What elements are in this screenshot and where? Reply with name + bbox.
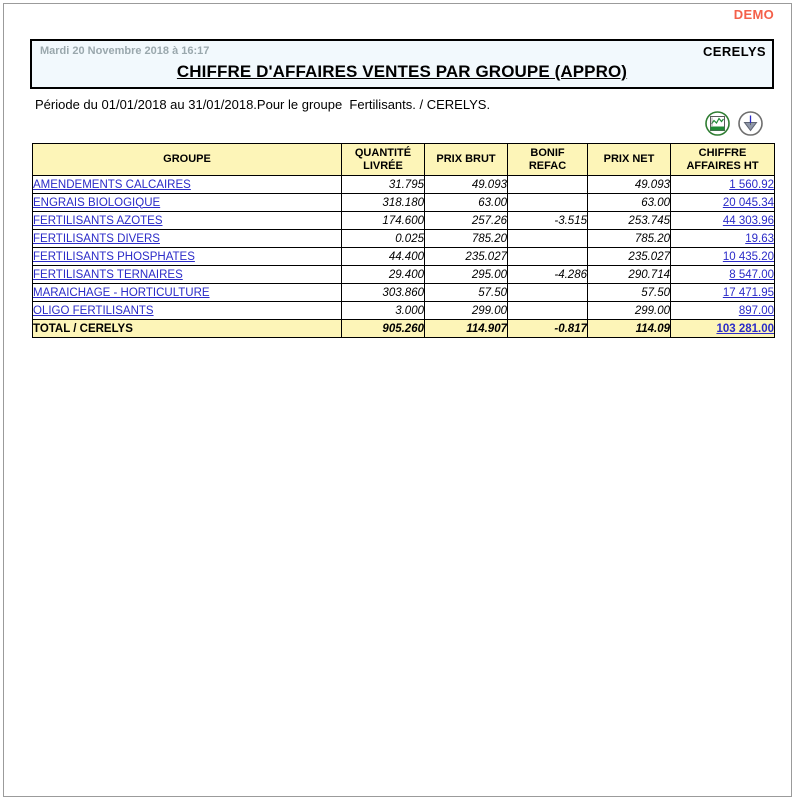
cell-prix-net: 290.714 <box>588 266 671 284</box>
cell-prix-brut: 785.20 <box>425 230 508 248</box>
cell-quantite-livree: 44.400 <box>342 248 425 266</box>
table-body <box>33 176 775 338</box>
download-icon[interactable] <box>738 111 763 136</box>
cell-chiffre-affaires-ht-link[interactable]: 897.00 <box>738 304 774 317</box>
column-header-quantite-livree: QUANTITÉ LIVRÉE <box>342 144 425 176</box>
cell-quantite-livree: 0.025 <box>342 230 425 248</box>
cell-total-bonif-refac: -0.817 <box>508 320 588 338</box>
cell-chiffre-affaires-ht[interactable] <box>671 284 775 302</box>
table-header-row <box>33 144 775 176</box>
cell-groupe[interactable] <box>33 194 342 212</box>
cell-quantite-livree: 318.180 <box>342 194 425 212</box>
cell-total-prix-net: 114.09 <box>588 320 671 338</box>
cell-chiffre-affaires-ht-link[interactable]: 10 435.20 <box>722 250 774 263</box>
cell-prix-brut: 299.00 <box>425 302 508 320</box>
table-row <box>33 194 775 212</box>
table-row <box>33 212 775 230</box>
cell-chiffre-affaires-ht[interactable] <box>671 212 775 230</box>
column-header-bonif-refac: BONIF REFAC <box>508 144 588 176</box>
cell-quantite-livree: 3.000 <box>342 302 425 320</box>
cell-chiffre-affaires-ht-link[interactable]: 20 045.34 <box>722 196 774 209</box>
cell-chiffre-affaires-ht[interactable] <box>671 230 775 248</box>
table-row <box>33 176 775 194</box>
page-title: CHIFFRE D'AFFAIRES VENTES PAR GROUPE (APPRO) <box>176 62 628 81</box>
cell-prix-brut: 63.00 <box>425 194 508 212</box>
period-filter-text: Période du 01/01/2018 au 31/01/2018.Pour le groupe Fertilisants. / CERELYS. <box>35 97 491 112</box>
table-header <box>33 144 775 176</box>
column-header-chiffre-affaires-ht: CHIFFRE AFFAIRES HT <box>671 144 775 176</box>
cell-prix-net: 49.093 <box>588 176 671 194</box>
column-header-groupe: GROUPE <box>33 144 342 176</box>
cell-prix-brut: 295.00 <box>425 266 508 284</box>
report-page <box>3 3 792 797</box>
cell-chiffre-affaires-ht-link[interactable]: 19.63 <box>745 232 774 245</box>
cell-chiffre-affaires-ht-link[interactable]: 17 471.95 <box>722 286 774 299</box>
cell-bonif-refac <box>508 176 588 194</box>
table-total-row <box>33 320 775 338</box>
cell-prix-net: 253.745 <box>588 212 671 230</box>
report-toolbar <box>705 111 763 136</box>
cell-chiffre-affaires-ht[interactable] <box>671 266 775 284</box>
cell-groupe[interactable] <box>33 248 342 266</box>
cell-groupe-link[interactable]: FERTILISANTS PHOSPHATES <box>33 250 195 263</box>
cell-prix-net: 785.20 <box>588 230 671 248</box>
cell-quantite-livree: 174.600 <box>342 212 425 230</box>
cell-chiffre-affaires-ht[interactable] <box>671 248 775 266</box>
cell-groupe[interactable] <box>33 284 342 302</box>
cell-prix-brut: 235.027 <box>425 248 508 266</box>
cell-prix-brut: 257.26 <box>425 212 508 230</box>
cell-groupe[interactable] <box>33 212 342 230</box>
cell-groupe[interactable] <box>33 176 342 194</box>
report-header-box <box>30 39 774 89</box>
cell-prix-net: 299.00 <box>588 302 671 320</box>
cell-bonif-refac: -3.515 <box>508 212 588 230</box>
cell-bonif-refac <box>508 302 588 320</box>
cell-chiffre-affaires-ht-link[interactable]: 44 303.96 <box>722 214 774 227</box>
cell-groupe-link[interactable]: OLIGO FERTILISANTS <box>33 304 154 317</box>
cell-chiffre-affaires-ht-link[interactable]: 1 560.92 <box>729 178 774 191</box>
cell-prix-net: 63.00 <box>588 194 671 212</box>
column-header-prix-net: PRIX NET <box>588 144 671 176</box>
cell-groupe[interactable] <box>33 266 342 284</box>
table-row <box>33 284 775 302</box>
cell-chiffre-affaires-ht[interactable] <box>671 176 775 194</box>
company-name: CERELYS <box>702 44 766 59</box>
cell-groupe-link[interactable]: FERTILISANTS DIVERS <box>33 232 160 245</box>
cell-prix-net: 57.50 <box>588 284 671 302</box>
cell-prix-brut: 57.50 <box>425 284 508 302</box>
cell-bonif-refac: -4.286 <box>508 266 588 284</box>
column-header-prix-brut: PRIX BRUT <box>425 144 508 176</box>
cell-bonif-refac <box>508 284 588 302</box>
cell-total-chiffre-affaires-ht-link[interactable]: 103 281.00 <box>716 322 774 335</box>
cell-bonif-refac <box>508 194 588 212</box>
cell-quantite-livree: 29.400 <box>342 266 425 284</box>
cell-groupe-link[interactable]: FERTILISANTS TERNAIRES <box>33 268 183 281</box>
cell-total-label: TOTAL / CERELYS <box>33 320 342 338</box>
table-row <box>33 248 775 266</box>
cell-groupe-link[interactable]: ENGRAIS BIOLOGIQUE <box>33 196 161 209</box>
cell-chiffre-affaires-ht-link[interactable]: 8 547.00 <box>729 268 774 281</box>
cell-groupe-link[interactable]: FERTILISANTS AZOTES <box>33 214 163 227</box>
cell-quantite-livree: 303.860 <box>342 284 425 302</box>
table-row <box>33 266 775 284</box>
cell-chiffre-affaires-ht[interactable] <box>671 302 775 320</box>
cell-groupe[interactable] <box>33 230 342 248</box>
cell-chiffre-affaires-ht[interactable] <box>671 194 775 212</box>
demo-watermark: DEMO <box>733 7 774 22</box>
cell-total-prix-brut: 114.907 <box>425 320 508 338</box>
cell-groupe-link[interactable]: MARAICHAGE - HORTICULTURE <box>33 286 210 299</box>
table-row <box>33 302 775 320</box>
cell-prix-net: 235.027 <box>588 248 671 266</box>
cell-bonif-refac <box>508 248 588 266</box>
cell-total-quantite-livree: 905.260 <box>342 320 425 338</box>
cell-groupe[interactable] <box>33 302 342 320</box>
report-date: Mardi 20 Novembre 2018 à 16:17 <box>40 45 210 57</box>
chart-icon[interactable] <box>705 111 730 136</box>
cell-prix-brut: 49.093 <box>425 176 508 194</box>
cell-groupe-link[interactable]: AMENDEMENTS CALCAIRES <box>33 178 191 191</box>
table-row <box>33 230 775 248</box>
cell-total-chiffre-affaires-ht[interactable] <box>671 320 775 338</box>
sales-by-group-table <box>32 143 775 338</box>
cell-quantite-livree: 31.795 <box>342 176 425 194</box>
cell-bonif-refac <box>508 230 588 248</box>
